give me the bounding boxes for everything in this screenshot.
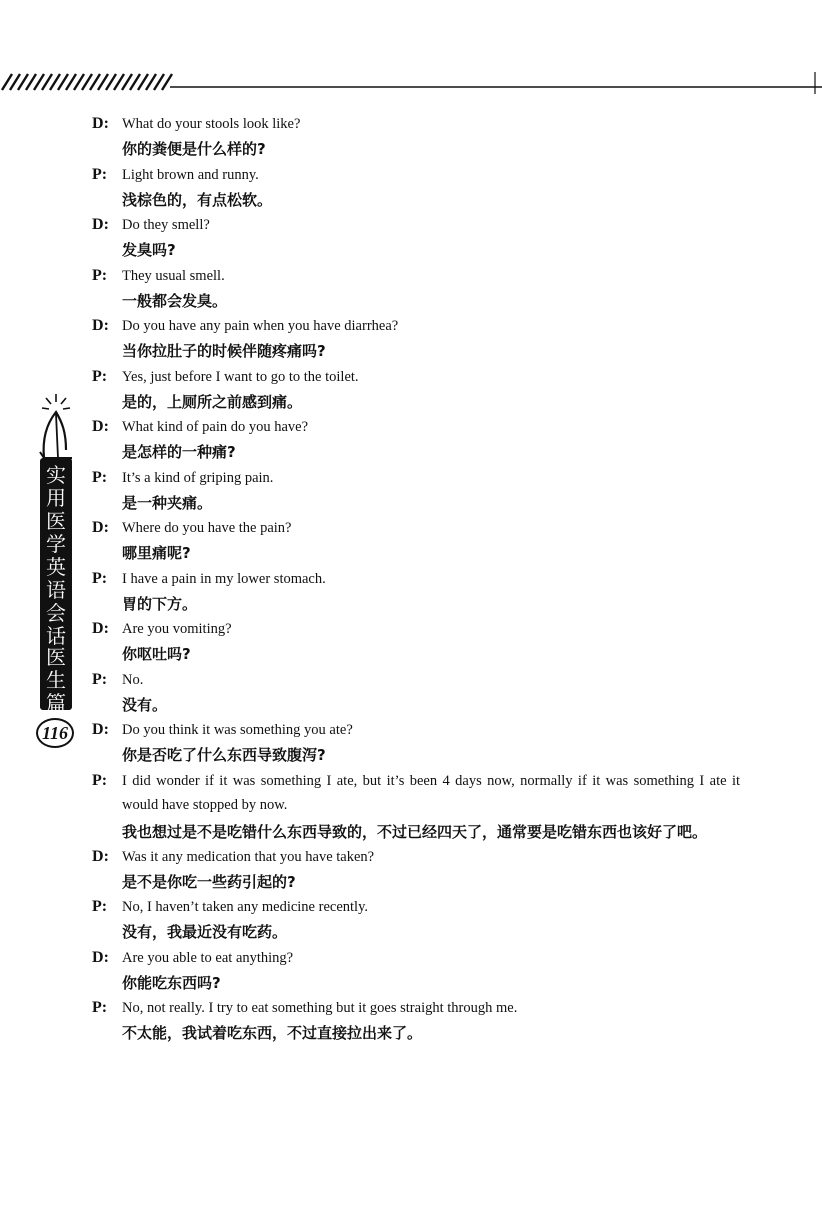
- speaker-label: P:: [92, 165, 108, 183]
- chinese-line: 一般都会发臭。: [122, 291, 228, 310]
- dialogue-turn: [92, 668, 742, 719]
- speaker-label: P:: [92, 670, 108, 688]
- chinese-line: 是一种夹痛。: [122, 493, 213, 512]
- english-line: They usual smell.: [122, 267, 225, 284]
- speaker-label: D:: [92, 721, 109, 738]
- english-line: What do your stools look like?: [122, 116, 301, 132]
- english-line: Do you think it was something you ate?: [122, 722, 353, 738]
- chinese-line: 你能吃东西吗?: [122, 973, 221, 992]
- volume-title: 医生篇: [46, 645, 66, 715]
- english-line: I did wonder if it was something I ate, but it’s been 4 days now, normally if it was something I ate it would have stopped by now.: [122, 772, 740, 813]
- dialogue-turn: [92, 946, 742, 997]
- english-line: Do they smell?: [122, 217, 210, 233]
- chinese-line: 没有，我最近没有吃药。: [122, 923, 288, 941]
- chinese-line: 当你拉肚子的时候伴随疼痛吗?: [122, 342, 326, 360]
- dialogue-turn: [92, 112, 742, 163]
- dialogue-turn: [92, 264, 742, 315]
- english-line: No, I haven’t taken any medicine recently.: [122, 899, 368, 915]
- dialogue-turn: [92, 163, 742, 214]
- speaker-label: D:: [92, 115, 109, 132]
- dialogue-turn: [92, 365, 742, 416]
- english-line: Light brown and runny.: [122, 166, 259, 183]
- page-number-badge: [36, 718, 74, 748]
- speaker-label: D:: [92, 418, 109, 435]
- chinese-line: 你是否吃了什么东西导致腹泻?: [122, 746, 326, 764]
- english-line: Where do you have the pain?: [122, 520, 292, 536]
- english-line: It’s a kind of griping pain.: [122, 469, 274, 486]
- dialogue-turn: [92, 895, 742, 946]
- dialogue-turn: [92, 415, 742, 466]
- english-line: Yes, just before I want to go to the toilet.: [122, 368, 359, 385]
- english-line: Are you vomiting?: [122, 621, 232, 637]
- dialogue: [92, 112, 742, 1047]
- dialogue-turn: [92, 718, 742, 769]
- speaker-label: P:: [92, 266, 108, 284]
- speaker-label: D:: [92, 519, 109, 536]
- chinese-line: 胃的下方。: [122, 594, 198, 613]
- speaker-label: P:: [92, 898, 108, 915]
- header-hatch-rule: [0, 72, 822, 94]
- dialogue-turn: [92, 996, 742, 1047]
- dialogue-turn: [92, 617, 742, 668]
- speaker-label: D:: [92, 847, 109, 865]
- speaker-label: P:: [92, 569, 108, 587]
- dialogue-turn: [92, 466, 742, 517]
- speaker-label: P:: [92, 468, 108, 486]
- book-sidebar-tab: [36, 392, 76, 772]
- dialogue-turn: [92, 516, 742, 567]
- speaker-label: P:: [92, 771, 108, 789]
- chinese-line: 发臭吗?: [122, 241, 176, 259]
- english-line: What kind of pain do you have?: [122, 419, 309, 435]
- dialogue-turn: [92, 314, 742, 365]
- dialogue-turn: [92, 769, 742, 845]
- chinese-line: 是怎样的一种痛?: [122, 443, 236, 461]
- speaker-label: D:: [92, 620, 109, 637]
- dialogue-turn: [92, 213, 742, 264]
- series-title: 实用医学英语会话: [46, 463, 66, 648]
- english-line: Was it any medication that you have taken?: [122, 848, 375, 865]
- chinese-line: 你的粪便是什么样的?: [122, 140, 266, 158]
- english-line: Are you able to eat anything?: [122, 949, 294, 966]
- sparkle-book-icon: [36, 392, 76, 462]
- speaker-label: D:: [92, 317, 109, 334]
- chinese-line: 是的，上厕所之前感到痛。: [122, 392, 303, 411]
- english-line: No.: [122, 671, 144, 688]
- page-number: 116: [41, 723, 68, 743]
- chinese-line: 是不是你吃一些药引起的?: [122, 872, 296, 891]
- chinese-line: 不太能，我试着吃东西，不过直接拉出来了。: [122, 1024, 423, 1042]
- speaker-label: P:: [92, 999, 108, 1016]
- speaker-label: D:: [92, 216, 109, 233]
- english-line: No, not really. I try to eat something but it goes straight through me.: [122, 1000, 518, 1016]
- speaker-label: D:: [92, 948, 109, 966]
- chinese-line: 没有。: [122, 695, 168, 714]
- dialogue-turn: [92, 845, 742, 896]
- english-line: I have a pain in my lower stomach.: [122, 570, 326, 587]
- speaker-label: P:: [92, 367, 108, 385]
- chinese-line: 你呕吐吗?: [122, 645, 191, 663]
- dialogue-turn: [92, 567, 742, 618]
- chinese-line: 哪里痛呢?: [122, 544, 191, 562]
- chinese-line: 浅棕色的，有点松软。: [122, 190, 273, 209]
- chinese-line: 我也想过是不是吃错什么东西导致的，不过已经四天了，通常要是吃错东西也该好了吧。: [122, 822, 708, 841]
- english-line: Do you have any pain when you have diarrhea?: [122, 318, 399, 334]
